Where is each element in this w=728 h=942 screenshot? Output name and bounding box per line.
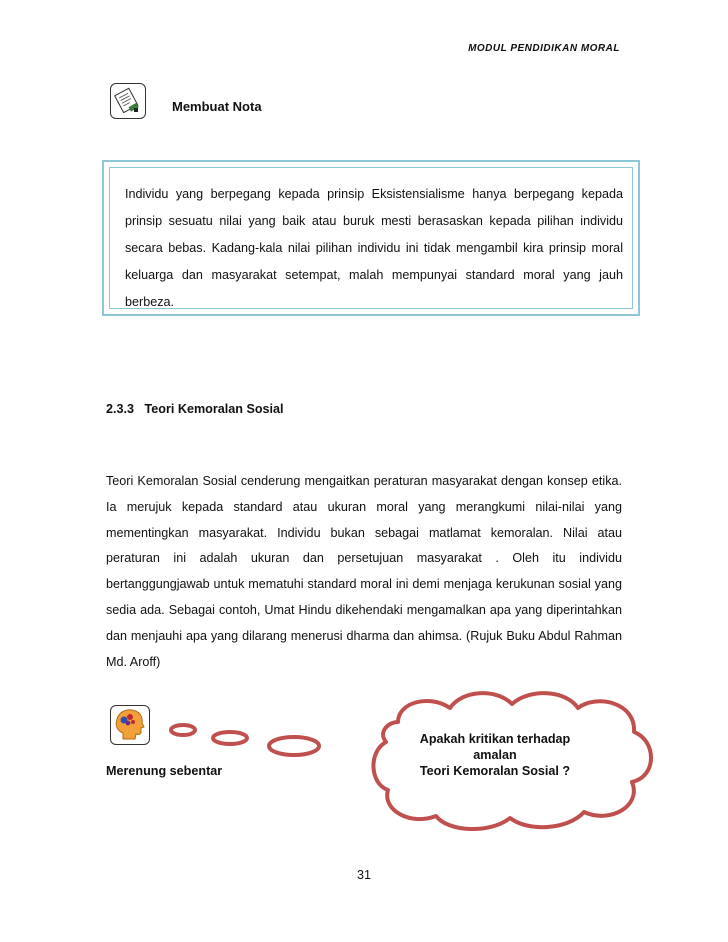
cloud-line-3: Teori Kemoralan Sosial ? (419, 764, 571, 778)
cloud-line-2: amalan (473, 748, 517, 762)
section-title: Teori Kemoralan Sosial (144, 402, 284, 416)
reflection-label: Merenung sebentar (106, 764, 223, 778)
section-number: 2.3.3 (106, 402, 135, 416)
note-text: Individu yang berpegang kepada prinsip Eksistensialisme hanya berpegang kepada prinsip sesuatu nilai yang baik atau buruk mesti berasaskan kepada pilihan individu secara bebas. Kadang-kala nilai pilihan individu ini tidak mengambil kira prinsip moral keluarga dan masyarakat setempat, malah mempunyai standard moral yang jauh berbeza. (109, 167, 633, 309)
module-header: MODUL PENDIDIKAN MORAL (468, 43, 620, 54)
thought-bubble-large (269, 737, 319, 755)
cloud-line-1: Apakah kritikan terhadap (419, 732, 571, 746)
thought-bubble-medium (213, 732, 247, 744)
page-number: 31 (356, 868, 371, 882)
cloud-question (395, 731, 595, 779)
note-title: Membuat Nota (172, 99, 262, 114)
section-body: Teori Kemoralan Sosial cenderung mengaitkan peraturan masyarakat dengan konsep etika. Ia merujuk kepada standard atau ukuran moral yang merangkumi nilai-nilai yang mementingkan masyarakat. Individu bukan sebagai matlamat kemoralan. Nilai atau peraturan ini adalah ukuran dan persetujuan masyarakat . Oleh itu individu bertanggungjawab untuk mematuhi standard moral ini demi menjaga kerukunan sosial yang sedia ada. Sebagai contoh, Umat Hindu dikehendaki mengamalkan apa yang diperintahkan dan menjauhi apa yang dilarang menerusi dharma dan ahimsa. (Rujuk Buku Abdul Rahman Md. Aroff) (106, 474, 622, 669)
thought-bubble-small (171, 725, 195, 735)
